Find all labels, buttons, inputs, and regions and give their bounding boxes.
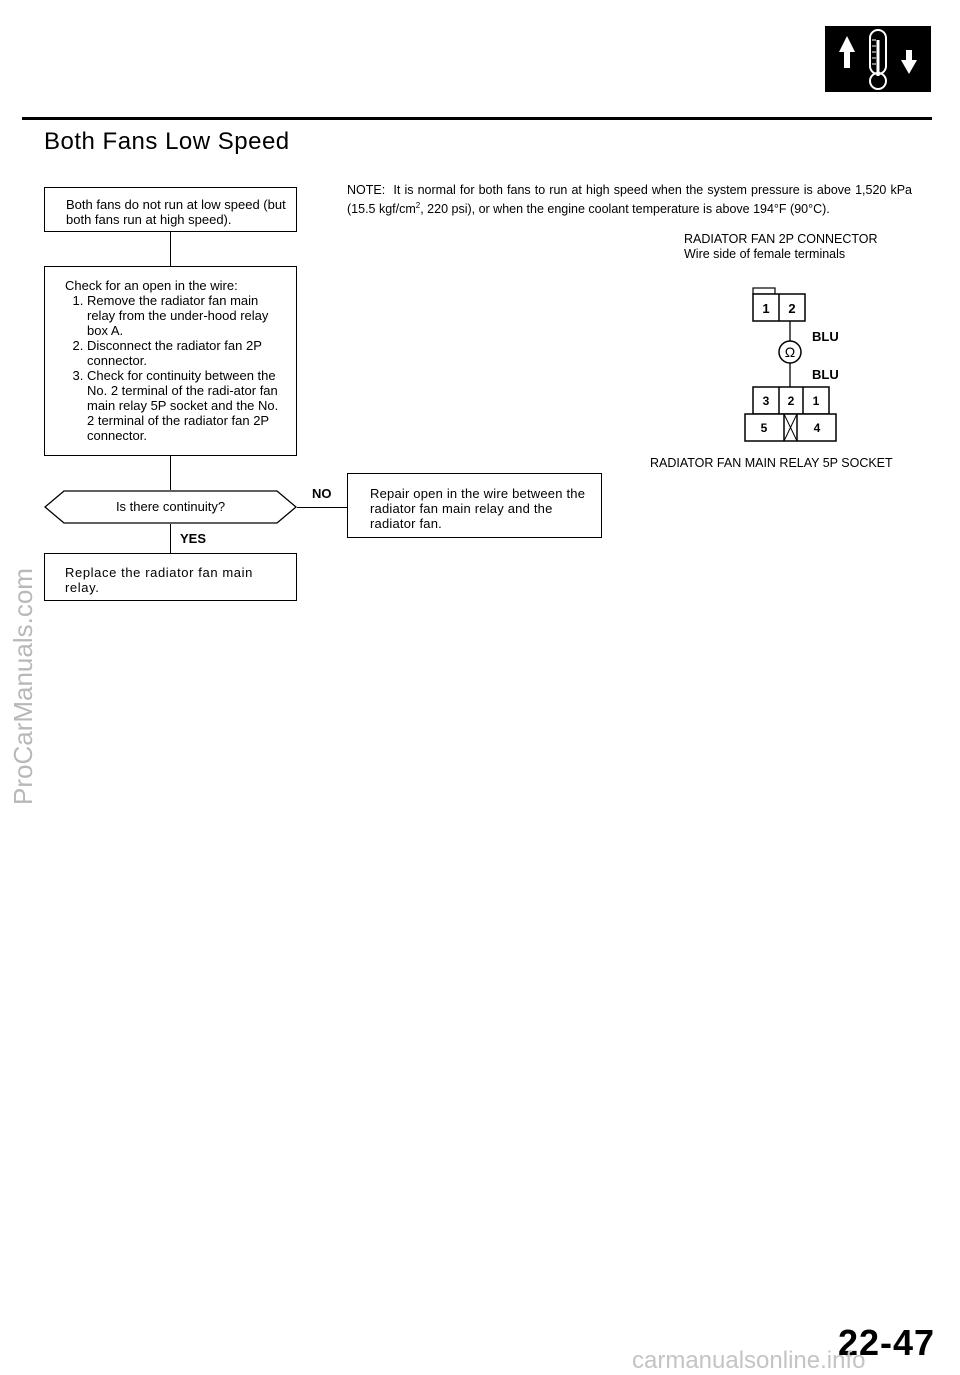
connector-line: [170, 524, 171, 553]
watermark: ProCarManuals.com: [8, 568, 38, 805]
decision-question: Is there continuity?: [115, 499, 226, 514]
yes-result-box: [44, 553, 297, 601]
wire-color-label: BLU: [812, 329, 839, 344]
thermometer-arrows-icon: [825, 26, 931, 92]
connector-latch: [753, 288, 775, 294]
connector-line: [297, 507, 347, 508]
page-number: 22-47: [838, 1322, 936, 1363]
socket-pin-label: 3: [762, 394, 770, 408]
check-intro: Check for an open in the wire:: [65, 278, 238, 293]
check-steps: [65, 293, 288, 443]
connector-pin-label: 1: [762, 301, 770, 316]
footer-url: carmanualsonline.info: [632, 1347, 866, 1374]
connector-line: [170, 456, 171, 490]
yes-result-text: Replace the radiator fan main relay.: [65, 565, 253, 595]
note-text: It is normal for both fans to run at high speed when the system pressure is above 1,520 kPa (15.5 kgf/cm: [347, 183, 912, 217]
connector-caption: [684, 232, 878, 262]
top-rule: [22, 117, 932, 120]
no-result-box: [347, 473, 602, 538]
connector-line: [170, 232, 171, 266]
yes-branch-label: YES: [180, 531, 207, 546]
socket-pin-label: 4: [813, 421, 821, 435]
note-paragraph: [347, 183, 912, 217]
connector-subtitle: Wire side of female terminals: [684, 247, 846, 261]
socket-pin-label: 5: [760, 421, 768, 435]
wiring-diagram: [735, 284, 845, 446]
check-box: [44, 266, 297, 456]
check-step: 3. Check for continuity between the No. 2 terminal of the radi-ator fan main relay 5P socket and the No. 2 terminal of the radiator fan 2P connector.: [87, 368, 288, 443]
wire-color-label: BLU: [812, 367, 839, 382]
note-text-end: , 220 psi), or when the engine coolant temperature is above 194°F (90°C).: [420, 202, 830, 217]
page-title: Both Fans Low Speed: [44, 128, 290, 155]
note-prefix: NOTE:: [347, 183, 386, 197]
check-step: 1. Remove the radiator fan main relay from the under-hood relay box A.: [87, 293, 288, 338]
socket-pin-label: 2: [787, 394, 795, 408]
connector-pin-label: 2: [788, 301, 796, 316]
no-result-text: Repair open in the wire between the radiator fan main relay and the radiator fan.: [370, 486, 586, 531]
note-superscript: 2: [415, 201, 421, 210]
check-step: 2. Disconnect the radiator fan 2P connector.: [87, 338, 288, 368]
no-branch-label: NO: [312, 486, 332, 501]
symptom-text: Both fans do not run at low speed (but both fans run at high speed).: [66, 197, 286, 227]
socket-pin-label: 1: [812, 394, 820, 408]
socket-caption: RADIATOR FAN MAIN RELAY 5P SOCKET: [650, 456, 893, 470]
symptom-box: [44, 187, 297, 232]
connector-title: RADIATOR FAN 2P CONNECTOR: [684, 232, 878, 246]
ohm-symbol: Ω: [784, 344, 796, 360]
